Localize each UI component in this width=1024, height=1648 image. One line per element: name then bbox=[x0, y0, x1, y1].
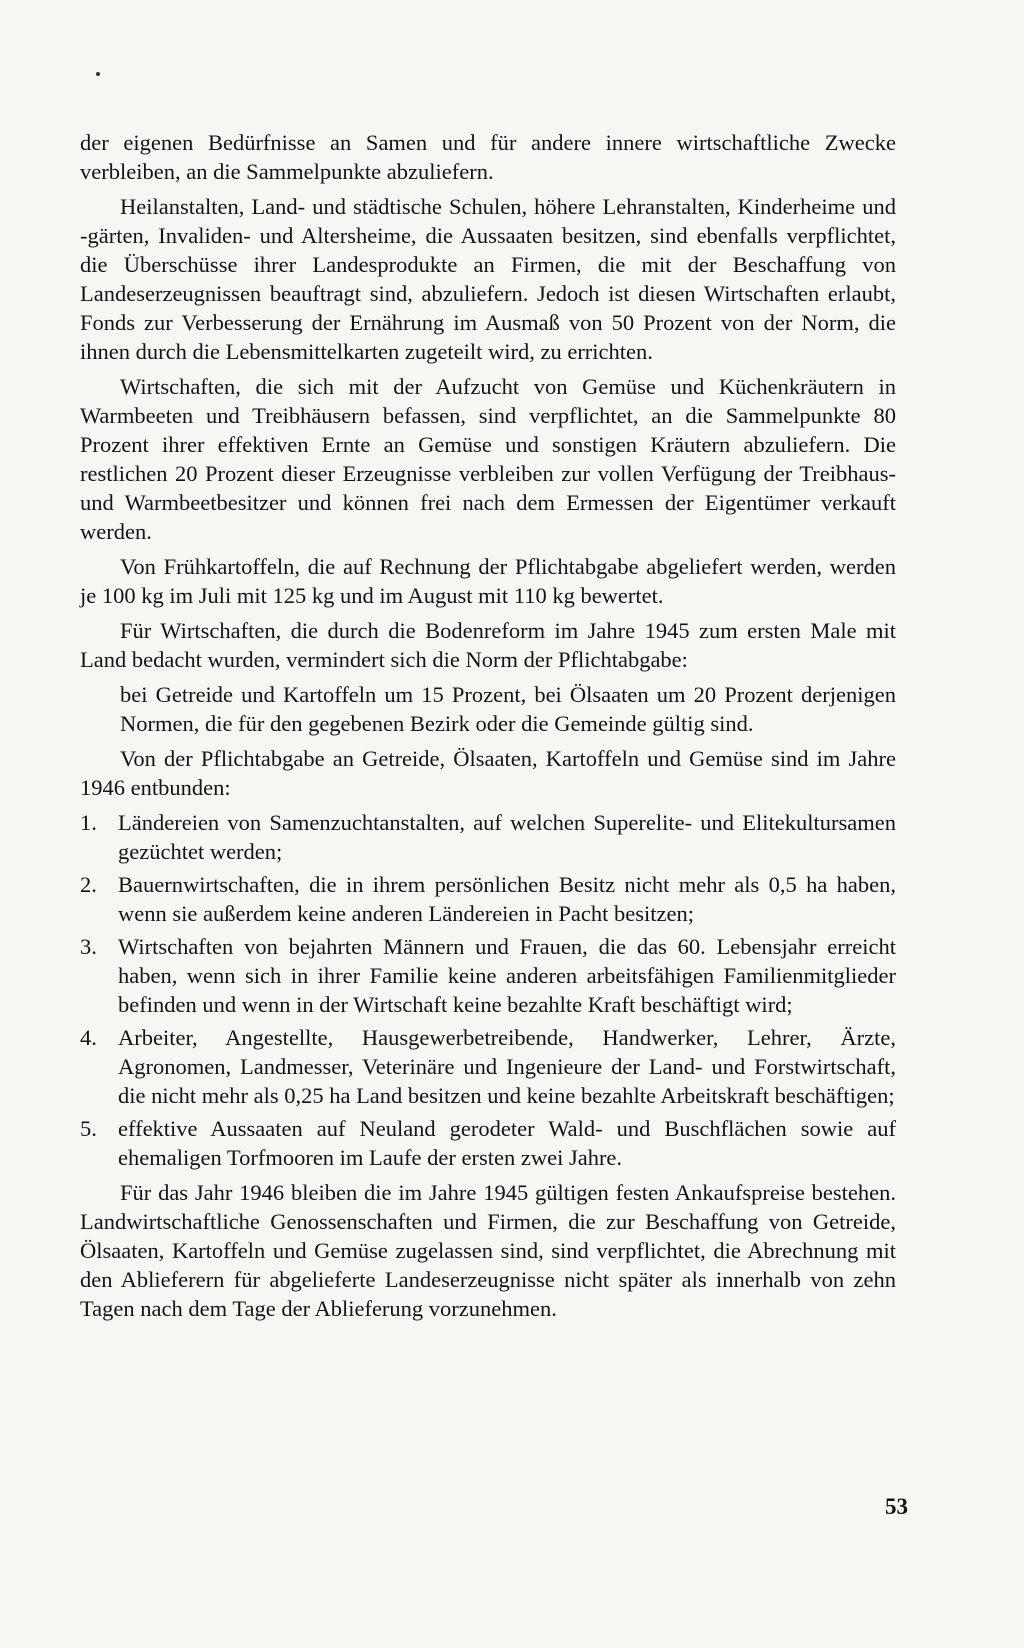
paragraph-closing: Für das Jahr 1946 bleiben die im Jahre 1945 gültigen festen Ankaufspreise bestehen. Landwirtschaftliche Genossenschaften und Firmen, die zur Beschaffung von Getreide, Ölsaaten, Kartoffeln und Gemüse zugelassen sind, sind verpflichtet, die Abrechnung mit den Ablieferern für abgelieferte Landeserzeugnisse nicht später als innerhalb von zehn Tagen nach dem Tage der Ablieferung vorzunehmen. bbox=[80, 1180, 896, 1321]
paragraph-continuation: der eigenen Bedürfnisse an Samen und für andere innere wirtschaftliche Zwecke verbleiben, an die Sammelpunkte abzuliefern. bbox=[80, 130, 896, 184]
paragraph-wirtschaften-gemuese: Wirtschaften, die sich mit der Aufzucht von Gemüse und Küchenkräutern in Warmbeeten und Treibhäusern befassen, sind verpflichtet, an die Sammelpunkte 80 Prozent ihrer effektiven Ernte an Gemüse und sonstigen Kräutern abzuliefern. Die restlichen 20 Prozent dieser Erzeugnisse verbleiben zur vollen Verfügung der Treibhaus- und Warmbeetbesitzer und können frei nach dem Ermessen der Eigentümer verkauft werden. bbox=[80, 374, 896, 544]
list-item bbox=[80, 808, 896, 866]
list-item-text: Wirtschaften von bejahrten Männern und Frauen, die das 60. Lebensjahr erreicht haben, wenn sich in ihrer Familie keine anderen arbeitsfähigen Familienmitglieder befinden und wenn in der Wirtschaft keine bezahlte Kraft beschäftigt wird; bbox=[118, 934, 896, 1017]
list-item-text: effektive Aussaaten auf Neuland gerodeter Wald- und Buschflächen sowie auf ehemaligen Torfmooren im Laufe der ersten zwei Jahre. bbox=[118, 1116, 896, 1170]
list-item-number: 2. bbox=[80, 872, 97, 897]
list-item-text: Ländereien von Samenzuchtanstalten, auf welchen Superelite- und Elitekultursamen gezüchtet werden; bbox=[118, 810, 896, 864]
list-item-text: Bauernwirtschaften, die in ihrem persönlichen Besitz nicht mehr als 0,5 ha haben, wenn sie außerdem keine anderen Ländereien in Pacht besitzen; bbox=[118, 872, 896, 926]
print-speck bbox=[96, 72, 100, 76]
page-body bbox=[80, 128, 896, 1329]
list-item-text: Arbeiter, Angestellte, Hausgewerbetreibende, Handwerker, Lehrer, Ärzte, Agronomen, Landmesser, Veterinäre und Ingenieure der Land- und Forstwirtschaft, die nicht mehr als 0,25 ha Land besitzen und keine bezahlte Arbeitskraft beschäftigen; bbox=[118, 1025, 896, 1108]
list-item bbox=[80, 1023, 896, 1110]
list-item-number: 4. bbox=[80, 1025, 97, 1050]
paragraph-fruehkartoffeln: Von Frühkartoffeln, die auf Rechnung der Pflichtabgabe abgeliefert werden, werden je 100 kg im Juli mit 125 kg und im August mit 110 kg bewertet. bbox=[80, 554, 896, 608]
paragraph-bodenreform: Für Wirtschaften, die durch die Bodenreform im Jahre 1945 zum ersten Male mit Land bedacht wurden, vermindert sich die Norm der Pflichtabgabe: bbox=[80, 618, 896, 672]
paragraph-heilanstalten: Heilanstalten, Land- und städtische Schulen, höhere Lehranstalten, Kinderheime und -gärten, Invaliden- und Altersheime, die Aussaaten besitzen, sind ebenfalls verpflichtet, die Überschüsse ihrer Landesprodukte an Firmen, die mit der Beschaffung von Landeserzeugnissen beauftragt sind, abzuliefern. Jedoch ist diesen Wirtschaften erlaubt, Fonds zur Verbesserung der Ernährung im Ausmaß von 50 Prozent von der Norm, die ihnen durch die Lebensmittelkarten zugeteilt wird, zu errichten. bbox=[80, 194, 896, 364]
page-number: 53 bbox=[885, 1494, 908, 1519]
list-item bbox=[80, 870, 896, 928]
list-item-number: 1. bbox=[80, 810, 97, 835]
list-item-number: 3. bbox=[80, 934, 97, 959]
exemption-list bbox=[80, 808, 896, 1172]
list-item-number: 5. bbox=[80, 1116, 97, 1141]
list-item bbox=[80, 1114, 896, 1172]
list-item bbox=[80, 932, 896, 1019]
paragraph-list-intro: Von der Pflichtabgabe an Getreide, Ölsaaten, Kartoffeln und Gemüse sind im Jahre 1946 entbunden: bbox=[80, 746, 896, 800]
paragraph-reduction-rates: bei Getreide und Kartoffeln um 15 Prozent, bei Ölsaaten um 20 Prozent derjenigen Normen, die für den gegebenen Bezirk oder die Gemeinde gültig sind. bbox=[120, 682, 896, 736]
